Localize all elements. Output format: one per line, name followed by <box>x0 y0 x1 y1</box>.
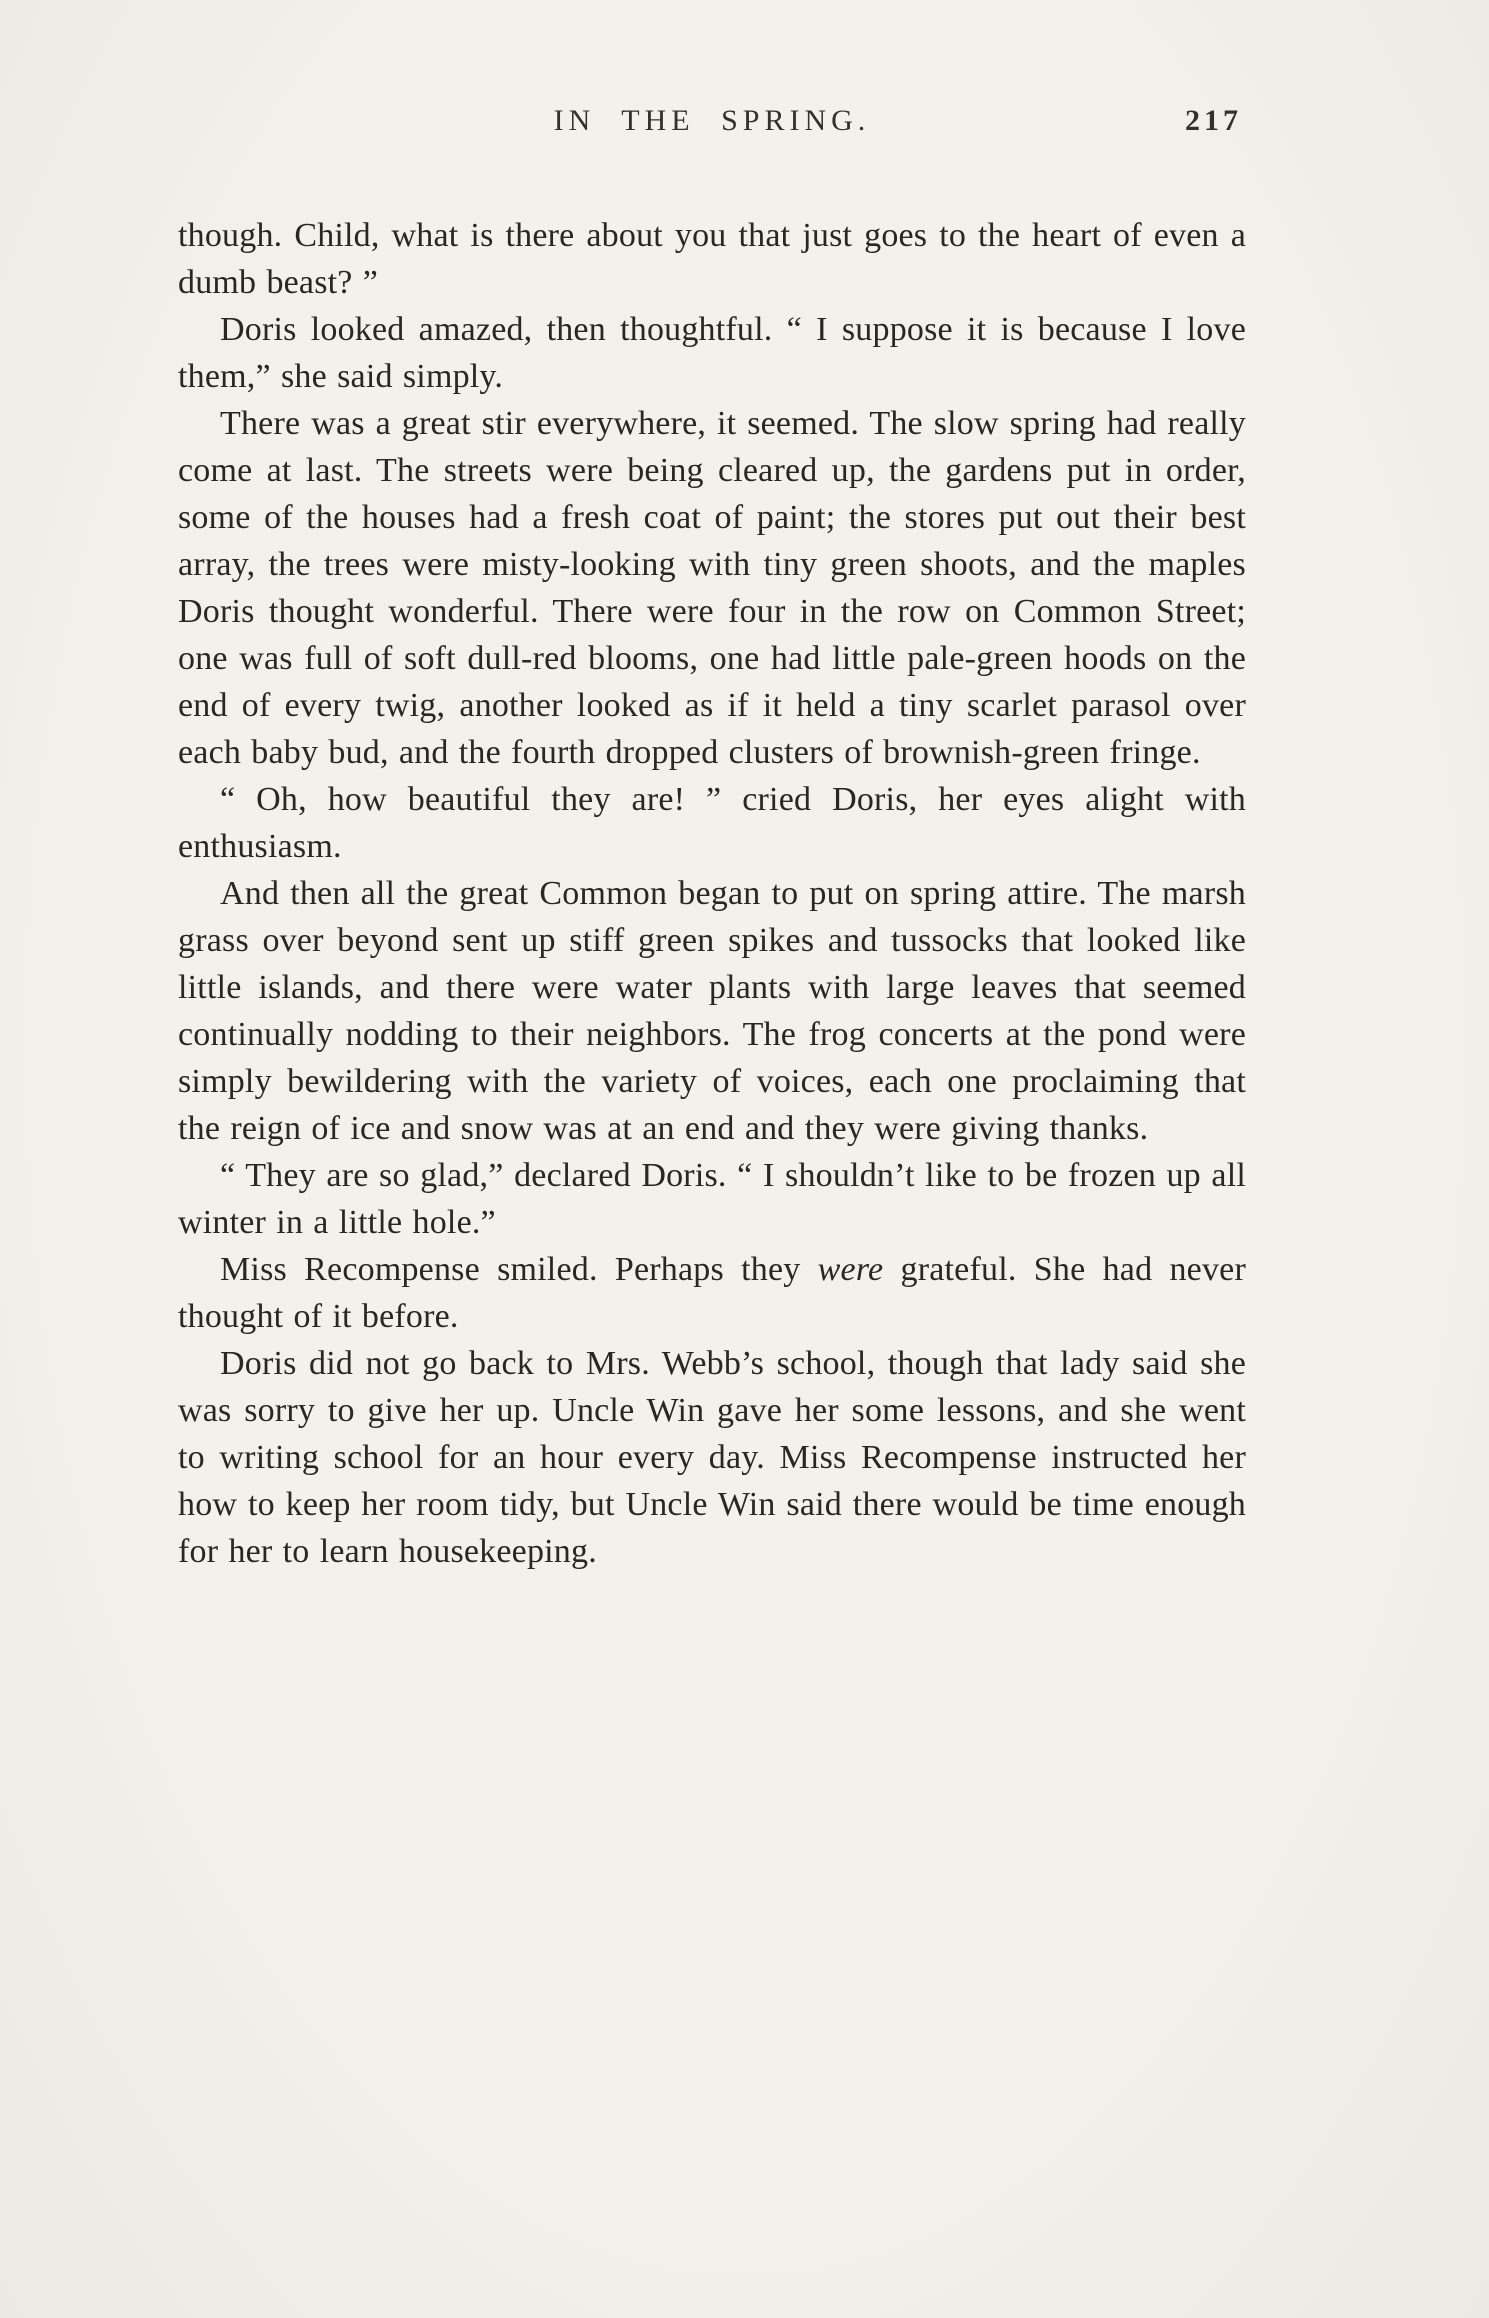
page-number: 217 <box>1185 104 1242 137</box>
paragraph <box>178 1246 1246 1340</box>
text-run: though. Child, what is there about you that just goes to the heart of even a dumb beast? ” <box>178 217 1246 301</box>
text-run: Doris looked amazed, then thoughtful. “ I suppose it is because I love them,” she said simply. <box>178 311 1246 395</box>
paragraph <box>178 870 1246 1152</box>
text-run: There was a great stir everywhere, it seemed. The slow spring had really come at last. The streets were being cleared up, the gardens put in order, some of the houses had a fresh coat of paint; the stores put out their best array, the trees were misty-looking with tiny green shoots, and the maples Doris thought wonderful. There were four in the row on Common Street; one was full of soft dull-red blooms, one had little pale-green hoods on the end of every twig, another looked as if it held a tiny scarlet parasol over each baby bud, and the fourth dropped clusters of brownish-green fringe. <box>178 405 1246 771</box>
running-title: IN THE SPRING. <box>553 104 871 137</box>
paragraph <box>178 306 1246 400</box>
page-header <box>178 0 1246 148</box>
text-run: Miss Recompense smiled. Perhaps they <box>220 1251 818 1288</box>
text-run: And then all the great Common began to put on spring attire. The marsh grass over beyond sent up stiff green spikes and tussocks that looked like little islands, and there were water plants with large leaves that seemed continually nodding to their neighbors. The frog concerts at the pond were simply bewildering with the variety of voices, each one proclaiming that the reign of ice and snow was at an end and they were giving thanks. <box>178 875 1246 1147</box>
italic-text-run: were <box>817 1251 884 1288</box>
text-column <box>178 0 1246 1575</box>
paragraph <box>178 212 1246 306</box>
text-run: “ Oh, how beautiful they are! ” cried Doris, her eyes alight with enthusiasm. <box>178 781 1246 865</box>
text-block <box>178 212 1246 1575</box>
paragraph <box>178 776 1246 870</box>
paragraph <box>178 1152 1246 1246</box>
text-run: grateful. She had never thought of it before. <box>178 1251 1246 1335</box>
paragraph <box>178 1340 1246 1575</box>
text-run: “ They are so glad,” declared Doris. “ I shouldn’t like to be frozen up all winter in a little hole.” <box>178 1157 1246 1241</box>
text-run: Doris did not go back to Mrs. Webb’s school, though that lady said she was sorry to give her up. Uncle Win gave her some lessons, and she went to writing school for an hour every day. Miss Recompense instructed her how to keep her room tidy, but Uncle Win said there would be time enough for her to learn housekeeping. <box>178 1345 1246 1570</box>
paragraph <box>178 400 1246 776</box>
